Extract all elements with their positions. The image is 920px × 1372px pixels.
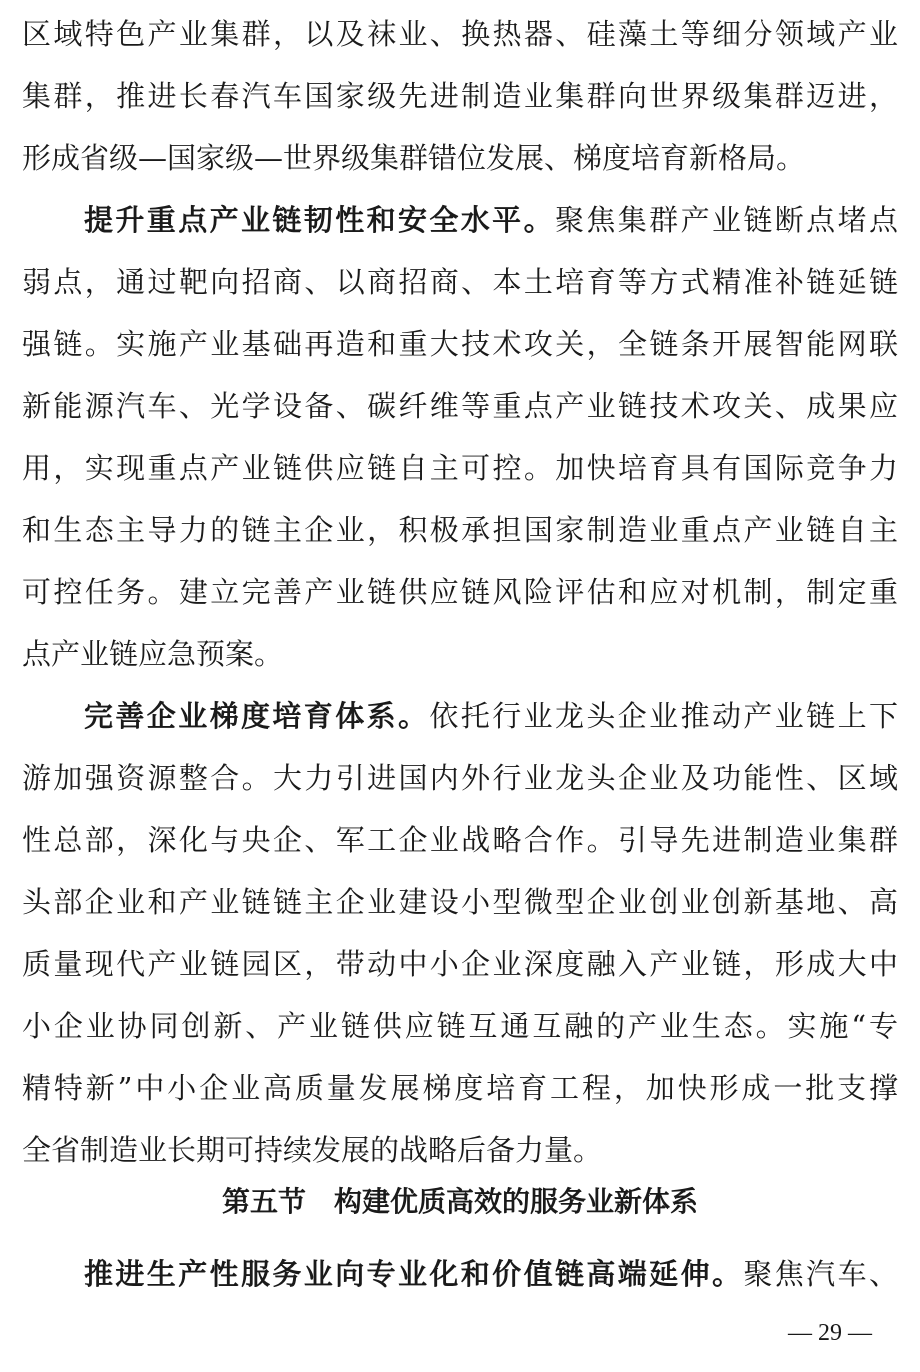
paragraph-lead-line (84, 200, 898, 240)
page-number: — 29 — (788, 1320, 872, 1346)
body-line: 质量现代产业链园区，带动中小企业深度融入产业链，形成大中 (22, 947, 898, 981)
body-line: 用，实现重点产业链供应链自主可控。加快培育具有国际竞争力 (22, 451, 898, 485)
body-line: 弱点，通过靶向招商、以商招商、本土培育等方式精准补链延链 (22, 265, 898, 299)
body-line: 形成省级—国家级—世界级集群错位发展、梯度培育新格局。 (22, 141, 806, 175)
section-heading: 第五节 构建优质高效的服务业新体系 (221, 1185, 698, 1218)
body-text: 聚焦汽车、 (743, 1257, 898, 1291)
paragraph-heading: 推进生产性服务业向专业化和价值链高端延伸。 (84, 1257, 744, 1291)
body-line: 点产业链应急预案。 (22, 637, 284, 671)
body-line: 头部企业和产业链链主企业建设小型微型企业创业创新基地、高 (22, 885, 898, 919)
body-line: 全省制造业长期可持续发展的战略后备力量。 (22, 1133, 603, 1167)
body-text: 依托行业龙头企业推动产业链上下 (429, 699, 898, 733)
paragraph-heading: 完善企业梯度培育体系。 (84, 699, 430, 733)
body-line: 可控任务。建立完善产业链供应链风险评估和应对机制，制定重 (22, 575, 898, 609)
body-line: 性总部，深化与央企、军工企业战略合作。引导先进制造业集群 (22, 823, 898, 857)
body-line: 区域特色产业集群，以及袜业、换热器、硅藻土等细分领域产业 (22, 17, 898, 51)
body-line: 强链。实施产业基础再造和重大技术攻关，全链条开展智能网联 (22, 327, 898, 361)
body-line: 集群，推进长春汽车国家级先进制造业集群向世界级集群迈进， (22, 79, 898, 113)
body-line: 小企业协同创新、产业链供应链互通互融的产业生态。实施“专 (22, 1009, 898, 1043)
body-line: 新能源汽车、光学设备、碳纤维等重点产业链技术攻关、成果应 (22, 389, 898, 423)
paragraph-lead-line (84, 696, 898, 736)
body-line: 精特新”中小企业高质量发展梯度培育工程，加快形成一批支撑 (22, 1071, 898, 1105)
body-line: 游加强资源整合。大力引进国内外行业龙头企业及功能性、区域 (22, 761, 898, 795)
paragraph-lead-line (84, 1254, 898, 1294)
paragraph-heading: 提升重点产业链韧性和安全水平。 (84, 203, 555, 237)
body-line: 和生态主导力的链主企业，积极承担国家制造业重点产业链自主 (22, 513, 898, 547)
body-text: 聚焦集群产业链断点堵点 (554, 203, 898, 237)
